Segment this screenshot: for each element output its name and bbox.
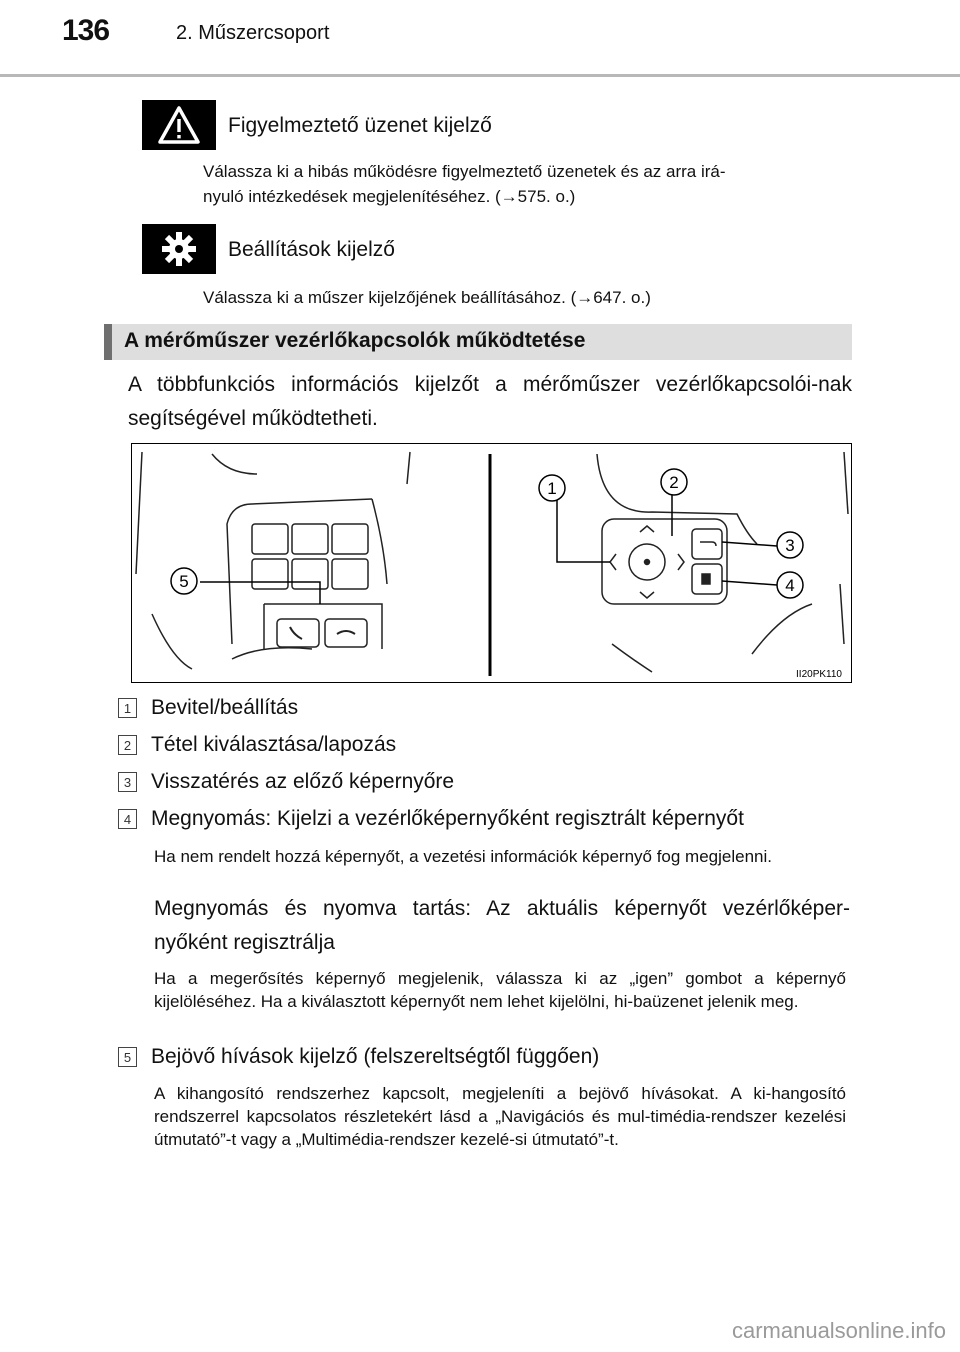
warning-icon [142, 100, 216, 150]
settings-display-label: Beállítások kijelző [228, 238, 395, 261]
settings-display-desc: Válassza ki a műszer kijelzőjének beállításához. (→647. o.) [203, 288, 651, 307]
item-text: Tétel kiválasztása/lapozás [151, 733, 397, 756]
item-4-confirmation-note: Ha a megerősítés képernyő megjelenik, válassza ki az „igen” gombot a képernyő kijelöléséhez. Ha a kiválasztott képernyőt nem lehet kijelölni, hi-baüzenet jelenik meg. [154, 969, 846, 1011]
item-text: Visszatérés az előző képernyőre [151, 770, 455, 793]
callout-4: 4 [785, 576, 795, 595]
section-title: A mérőműszer vezérlőkapcsolók működtetése [124, 329, 586, 352]
item-number-badge: 2 [118, 735, 137, 755]
warning-display-label: Figyelmeztető üzenet kijelző [228, 114, 492, 137]
steering-switch-diagram [131, 443, 852, 683]
diagram-code: II20PK110 [796, 669, 842, 680]
warning-display-desc-2: nyuló intézkedések megjelenítéséhez. (→575. o.) [203, 187, 576, 206]
gear-icon [142, 224, 216, 274]
warning-display-desc-1: Válassza ki a hibás működésre figyelmeztető üzenetek és az arra irá- [203, 162, 726, 181]
callout-3: 3 [785, 536, 795, 555]
item-text: Bejövő hívások kijelző (felszereltségtől függően) [151, 1045, 600, 1068]
item-text: Megnyomás: Kijelzi a vezérlőképernyőként regisztrált képernyőt [151, 807, 744, 830]
item-text: Bevitel/beállítás [151, 696, 299, 719]
section-intro: A többfunkciós információs kijelzőt a mérőműszer vezérlőkapcsolói-nak segítségével működtetheti. [128, 373, 852, 430]
item-4-long-press: Megnyomás és nyomva tartás: Az aktuális képernyőt vezérlőképer-nyőként regisztrálja [154, 897, 850, 954]
callout-2: 2 [669, 473, 679, 492]
callout-5: 5 [179, 572, 189, 591]
chapter-title: 2. Műszercsoport [176, 22, 330, 44]
item-4-note: Ha nem rendelt hozzá képernyőt, a vezetési információk képernyő fog megjelenni. [154, 847, 773, 866]
callout-1: 1 [547, 479, 557, 498]
item-number-badge: 5 [118, 1047, 137, 1067]
item-number-badge: 4 [118, 809, 137, 829]
item-number-badge: 1 [118, 698, 137, 718]
header-divider [0, 74, 960, 77]
item-number-badge: 3 [118, 772, 137, 792]
item-5-note: A kihangosító rendszerhez kapcsolt, megjeleníti a bejövő hívásokat. A ki-hangosító rendszerrel kapcsolatos részletekért lásd a „Navigációs és mul-timédia-rendszer kezelési útmutató”-t vagy a „Multimédia-rendszer kezelé-si útmutató”-t. [154, 1084, 846, 1149]
page-number: 136 [62, 14, 110, 47]
site-watermark: carmanualsonline.info [731, 1318, 946, 1343]
